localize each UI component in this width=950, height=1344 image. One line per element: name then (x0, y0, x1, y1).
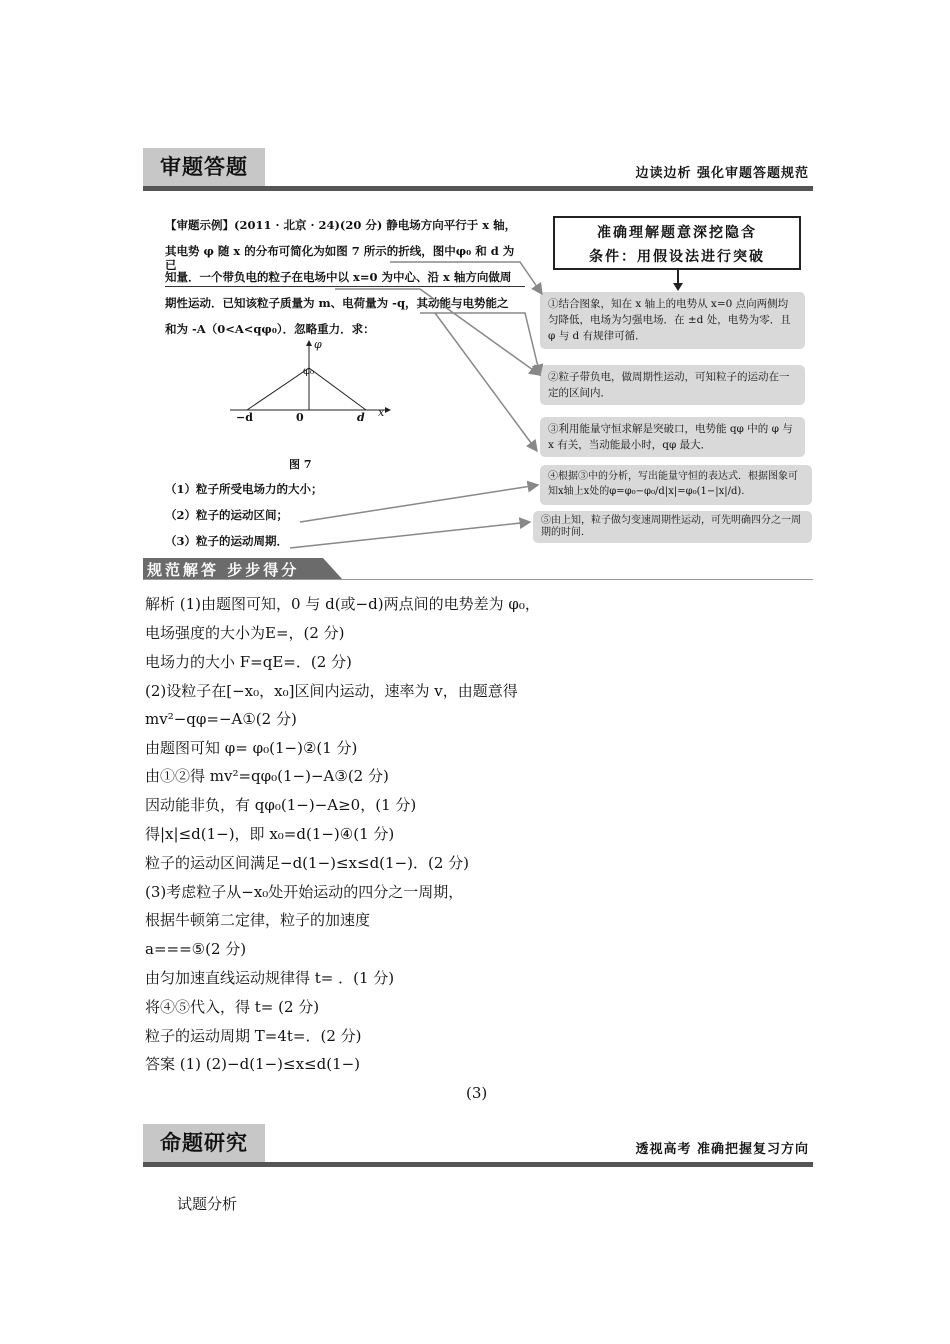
solution-line: 得|x|≤d(1−)，即 x₀=d(1−)④(1 分) (145, 825, 395, 843)
section-banner-research (143, 1124, 813, 1169)
banner-title: 审题答题 (143, 148, 265, 186)
answer-part-3: (3) (466, 1084, 488, 1102)
solution-line: 由①②得 mv²=qφ₀(1−)−A③(2 分) (145, 767, 389, 785)
analysis-note-2: ②粒子带负电，做周期性运动，可知粒子的运动在一定的区间内． (540, 365, 805, 405)
connector-arrows (0, 0, 950, 600)
answer-line: 答案 (1) (2)−d(1−)≤x≤d(1−) (145, 1055, 361, 1073)
solution-line: 解析 (1)由题图可知，0 与 d(或−d)两点间的电势差为 φ₀， (145, 595, 540, 613)
solution-line: 由题图可知 φ= φ₀(1−)②(1 分) (145, 739, 358, 757)
solution-line: a===⑤(2 分) (145, 940, 247, 958)
analysis-note-1: ①结合图象，知在 x 轴上的电势从 x=0 点向两侧均匀降低，电场为匀强电场．在 ±d 处，电势为零．且φ 与 d 有规律可循． (540, 292, 805, 349)
section-heading: 试题分析 (177, 1195, 238, 1213)
banner-rule (143, 1162, 813, 1167)
left-label: −d (236, 411, 253, 424)
solution-line: 由匀加速直线运动规律得 t= ．(1 分) (145, 969, 395, 987)
arrow-line-6 (290, 522, 530, 548)
x-axis-label: x (378, 406, 385, 419)
solution-line: 粒子的运动周期 T=4t=．(2 分) (145, 1027, 362, 1045)
solution-banner-line (143, 579, 813, 580)
origin-label: 0 (296, 411, 304, 424)
problem-line: 和为 -A（0<A<qφ₀）．忽略重力．求： (165, 322, 375, 336)
arrow-line-2 (335, 289, 540, 375)
analysis-note-3: ③利用能量守恒求解是突破口，电势能 qφ 中的 φ 与 x 有关，当动能最小时，qφ 最大． (540, 417, 805, 457)
analysis-title-line2: 条件：用假设法进行突破 (589, 249, 765, 265)
question-2: （2）粒子的运动区间； (165, 508, 289, 522)
solution-line: 电场力的大小 F=qE=．(2 分) (145, 653, 352, 671)
solution-line: 根据牛顿第二定律，粒子的加速度 (145, 911, 371, 929)
problem-line: 期性运动．已知该粒子质量为 m、电荷量为 -q，其动能与电势能之 (165, 296, 509, 310)
analysis-note-5: ⑤由上知，粒子做匀变速周期性运动，可先明确四分之一周期的时间． (533, 511, 812, 543)
banner-title: 命题研究 (143, 1124, 265, 1162)
banner-subtitle: 边读边析 强化审题答题规范 (635, 166, 809, 181)
arrow-line-5 (300, 485, 538, 522)
arrow-line-3 (420, 313, 540, 375)
solution-line: 粒子的运动区间满足−d(1−)≤x≤d(1−)．(2 分) (145, 854, 470, 872)
analysis-note-4: ④根据③中的分析，写出能量守恒的表达式．根据图象可知x轴上x处的φ=φ₀−φ₀/d|x|=φ₀(1−|x|/d). (540, 465, 812, 505)
solution-banner (143, 558, 813, 580)
problem-line: 【审题示例】(2011 · 北京 · 24)(20 分) 静电场方向平行于 x 轴， (165, 218, 517, 232)
solution-line: mv²−qφ=−A①(2 分) (145, 710, 297, 728)
phi-axis-label: φ (314, 338, 322, 351)
solution-line: 将④⑤代入，得 t= (2 分) (145, 998, 320, 1016)
analysis-title-line1: 准确理解题意深挖隐含 (597, 225, 757, 241)
solution-line: 电场强度的大小为E=，(2 分) (145, 624, 345, 642)
solution-line: (2)设粒子在[−x₀，x₀]区间内运动，速率为 v，由题意得 (145, 682, 518, 700)
question-3: （3）粒子的运动周期． (165, 534, 289, 548)
solution-banner-text: 规范解答 步步得分 (147, 561, 300, 579)
arrow-line-4 (435, 313, 537, 451)
problem-line: 其电势 φ 随 x 的分布可简化为如图 7 所示的折线，图中φ₀ 和 d 为已 (165, 244, 515, 272)
figure-caption: 图 7 (289, 458, 312, 471)
solution-line: 因动能非负，有 qφ₀(1−)−A≥0，(1 分) (145, 796, 417, 814)
question-1: （1）粒子所受电场力的大小； (165, 482, 323, 496)
right-label: d (357, 411, 365, 424)
solution-line: (3)考虑粒子从−x₀处开始运动的四分之一周期， (145, 883, 464, 901)
problem-line: 知量．一个带负电的粒子在电场中以 x=0 为中心、沿 x 轴方向做周 (165, 270, 525, 287)
peak-label: φ₀ (303, 366, 315, 377)
banner-subtitle: 透视高考 准确把握复习方向 (635, 1142, 809, 1157)
